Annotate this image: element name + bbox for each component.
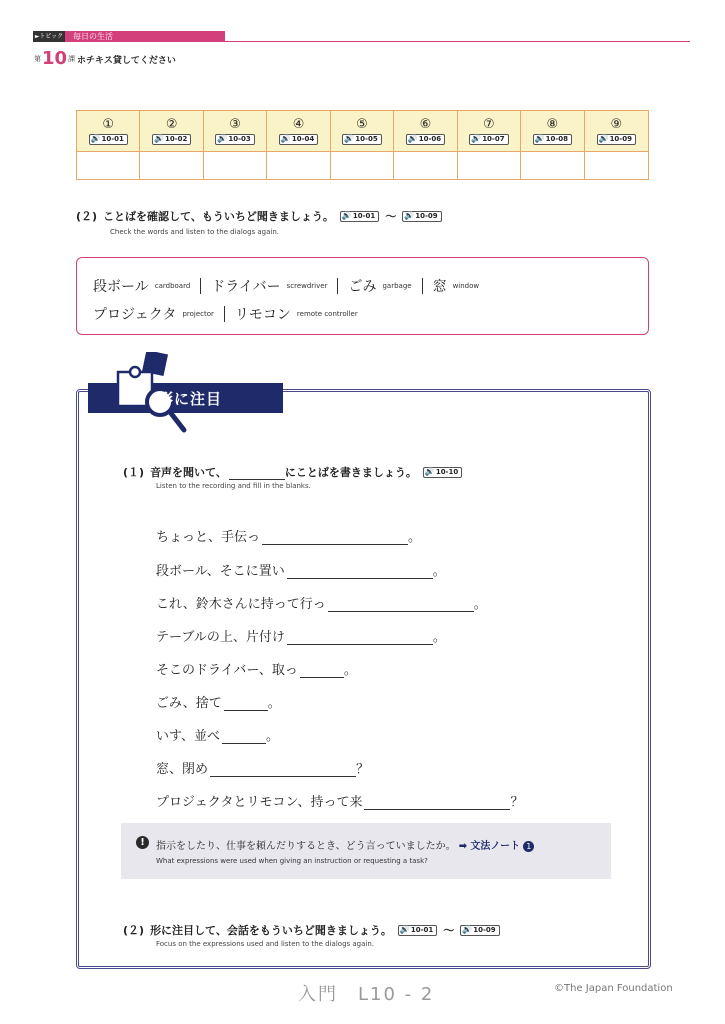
sentence-end: ？ bbox=[510, 795, 524, 810]
speaker-icon: 🔊 bbox=[280, 133, 291, 143]
audio-cell bbox=[204, 111, 267, 179]
sentence-text: ちょっと、手伝っ bbox=[156, 530, 261, 545]
sentence-text: ごみ、捨て bbox=[156, 696, 222, 711]
answer-space[interactable] bbox=[140, 152, 202, 179]
fill-in-sentence bbox=[156, 725, 279, 744]
vocab-english: window bbox=[452, 282, 480, 290]
speaker-icon: 🔊 bbox=[344, 133, 355, 143]
audio-button[interactable] bbox=[398, 925, 437, 936]
track-label: 10-05 bbox=[355, 135, 378, 143]
sentence-text: プロジェクタとリモコン、持って来 bbox=[156, 795, 363, 810]
range-tilde: 〜 bbox=[443, 924, 455, 937]
question-text: 形に注目して、会話をもういちど聞きましょう。 bbox=[150, 924, 392, 937]
speaker-icon: 🔊 bbox=[407, 133, 418, 143]
vocab-english: cardboard bbox=[154, 282, 191, 290]
question-label: (１) bbox=[123, 466, 145, 479]
sentence-text: これ、鈴木さんに持って行っ bbox=[156, 597, 326, 612]
vocab-english: remote controller bbox=[296, 310, 358, 318]
sentence-text: そこのドライバー、取っ bbox=[156, 663, 298, 678]
section-question-1-subtitle: Listen to the recording and fill in the blanks. bbox=[156, 482, 311, 490]
audio-button[interactable] bbox=[152, 134, 191, 145]
sentence-end: 。 bbox=[432, 630, 446, 645]
item-number: ⑦ bbox=[483, 116, 495, 132]
audio-button[interactable] bbox=[342, 134, 381, 145]
sentence-end: 。 bbox=[432, 564, 446, 579]
fill-in-sentence bbox=[156, 791, 523, 810]
vocab-english: projector bbox=[182, 310, 214, 318]
audio-cell bbox=[331, 111, 394, 179]
audio-cell bbox=[521, 111, 584, 179]
vocab-separator bbox=[200, 278, 201, 294]
audio-cell bbox=[585, 111, 648, 179]
audio-button[interactable] bbox=[406, 134, 445, 145]
sentence-end: 。 bbox=[265, 729, 279, 744]
vocab-row bbox=[93, 300, 648, 328]
answer-blank[interactable] bbox=[210, 762, 356, 777]
section-question-1-title bbox=[123, 464, 462, 480]
vocab-word: 窓 bbox=[432, 279, 447, 295]
fill-in-sentence bbox=[156, 692, 281, 711]
vocab-english: screwdriver bbox=[286, 282, 328, 290]
item-number: ⑨ bbox=[610, 116, 623, 132]
speaker-icon: 🔊 bbox=[471, 133, 482, 143]
vocab-word: ドライバー bbox=[211, 279, 281, 295]
item-number: ③ bbox=[229, 116, 241, 132]
track-label: 10-01 bbox=[101, 135, 124, 143]
track-label: 10-09 bbox=[415, 212, 438, 220]
vocab-separator bbox=[337, 278, 338, 294]
fill-in-sentence bbox=[156, 758, 369, 777]
sentence-text: いす、並べ bbox=[156, 729, 220, 744]
answer-blank[interactable] bbox=[364, 795, 510, 810]
footer-level: 入門 L10 - 2 bbox=[298, 984, 435, 1005]
audio-cell bbox=[458, 111, 521, 179]
exclamation-icon: ! bbox=[136, 836, 149, 849]
sentence-end: ？ bbox=[356, 762, 370, 777]
track-label: 10-07 bbox=[482, 135, 505, 143]
vocab-separator bbox=[224, 306, 225, 322]
speaker-icon: 🔊 bbox=[424, 466, 435, 476]
lesson-title: ホチキス貸してください bbox=[77, 56, 176, 66]
audio-cell bbox=[140, 111, 203, 179]
item-number: ④ bbox=[292, 116, 305, 132]
vocab-word: プロジェクタ bbox=[93, 307, 177, 323]
grammar-note-link[interactable]: 文法ノート bbox=[470, 841, 521, 852]
item-number: ⑧ bbox=[546, 116, 559, 132]
speaker-icon: 🔊 bbox=[399, 924, 410, 934]
sentence-text: 窓、閉め bbox=[156, 762, 209, 777]
audio-button[interactable] bbox=[279, 134, 318, 145]
speaker-icon: 🔊 bbox=[404, 210, 415, 220]
answer-blank[interactable] bbox=[222, 729, 266, 744]
audio-button[interactable] bbox=[402, 211, 441, 222]
vocab-row bbox=[93, 272, 648, 300]
lesson-number: 10 bbox=[42, 48, 68, 69]
track-label: 10-06 bbox=[418, 135, 442, 143]
section-question-2-subtitle: Focus on the expressions used and listen to the dialogs again. bbox=[156, 940, 375, 948]
vocab-word: 段ボール bbox=[93, 279, 149, 295]
answer-blank[interactable] bbox=[287, 564, 433, 579]
speaker-icon: 🔊 bbox=[90, 133, 101, 143]
footer-copyright: ©The Japan Foundation bbox=[554, 983, 673, 994]
question-text bbox=[150, 464, 417, 480]
section-title: 形に注目 bbox=[158, 390, 223, 408]
fill-in-sentence bbox=[156, 626, 446, 645]
topic-tag: ►トピック bbox=[34, 33, 64, 40]
vocabulary-box bbox=[76, 257, 649, 335]
vocab-word: リモコン bbox=[234, 307, 291, 323]
example-blank bbox=[229, 465, 285, 480]
fill-in-sentence bbox=[156, 593, 487, 612]
track-label: 10-08 bbox=[545, 135, 569, 143]
vocab-separator bbox=[422, 278, 423, 294]
answer-space[interactable] bbox=[204, 152, 266, 179]
answer-blank[interactable] bbox=[287, 630, 433, 645]
track-label: 10-02 bbox=[164, 135, 188, 143]
audio-cell bbox=[394, 111, 457, 179]
hint-text bbox=[156, 837, 534, 852]
sentence-end: 。 bbox=[267, 696, 281, 711]
track-label: 10-10 bbox=[435, 468, 459, 476]
track-label: 10-01 bbox=[410, 926, 434, 934]
lesson-suffix: 課 bbox=[68, 55, 76, 63]
sentence-text: テーブルの上、片付け bbox=[156, 630, 285, 645]
item-number: ⑤ bbox=[356, 116, 368, 132]
answer-space[interactable] bbox=[521, 152, 583, 179]
track-label: 10-04 bbox=[291, 135, 315, 143]
vocab-english: garbage bbox=[382, 282, 412, 290]
arrow-right-icon: ➡ bbox=[458, 841, 468, 852]
audio-button[interactable] bbox=[340, 211, 379, 222]
question-label: (２) bbox=[76, 210, 98, 223]
audio-cell bbox=[77, 111, 140, 179]
item-number: ⑥ bbox=[419, 116, 432, 132]
track-label: 10-09 bbox=[609, 135, 632, 143]
speaker-icon: 🔊 bbox=[598, 133, 609, 143]
answer-blank[interactable] bbox=[224, 696, 268, 711]
audio-button[interactable] bbox=[533, 134, 572, 145]
track-label: 10-01 bbox=[352, 212, 376, 220]
audio-answer-table bbox=[76, 110, 649, 180]
answer-blank[interactable] bbox=[300, 663, 344, 678]
audio-button[interactable] bbox=[469, 134, 508, 145]
audio-button[interactable] bbox=[89, 134, 128, 145]
audio-button[interactable] bbox=[460, 925, 499, 936]
answer-space[interactable] bbox=[394, 152, 456, 179]
speaker-icon: 🔊 bbox=[462, 924, 473, 934]
item-number: ① bbox=[102, 116, 115, 132]
section-question-2-title bbox=[123, 922, 500, 938]
answer-space[interactable] bbox=[267, 152, 329, 179]
question-text-before: 音声を聞いて、 bbox=[150, 466, 227, 479]
question-text-after: にことばを書きましょう。 bbox=[284, 466, 417, 479]
track-label: 10-09 bbox=[473, 926, 496, 934]
answer-space[interactable] bbox=[331, 152, 393, 179]
answer-space[interactable] bbox=[77, 152, 139, 179]
answer-blank[interactable] bbox=[328, 597, 474, 612]
range-tilde: 〜 bbox=[385, 210, 397, 223]
fill-in-sentence bbox=[156, 560, 446, 579]
grammar-note-number[interactable]: 1 bbox=[523, 841, 534, 852]
speaker-icon: 🔊 bbox=[341, 210, 352, 220]
audio-button[interactable] bbox=[215, 134, 254, 145]
audio-button[interactable] bbox=[423, 467, 462, 478]
header-divider bbox=[225, 41, 690, 42]
question-label: (２) bbox=[123, 924, 145, 937]
speaker-icon: 🔊 bbox=[153, 133, 164, 143]
sentence-end: 。 bbox=[408, 530, 422, 545]
lesson-badge bbox=[34, 50, 75, 68]
lesson-prefix: 第 bbox=[34, 55, 41, 63]
answer-blank[interactable] bbox=[262, 530, 408, 545]
vocab-word: ごみ bbox=[348, 279, 377, 295]
track-label: 10-03 bbox=[228, 135, 251, 143]
audio-cell bbox=[267, 111, 330, 179]
question-2-title bbox=[76, 208, 442, 224]
fill-in-sentence bbox=[156, 526, 421, 545]
sentence-end: 。 bbox=[343, 663, 357, 678]
topic-name: 毎日の生活 bbox=[65, 31, 225, 42]
question-text: ことばを確認して、もういちど聞きましょう。 bbox=[103, 210, 334, 223]
answer-space[interactable] bbox=[458, 152, 520, 179]
question-2-subtitle: Check the words and listen to the dialogs again. bbox=[110, 228, 280, 236]
sentence-text: 段ボール、そこに置い bbox=[156, 564, 285, 579]
sentence-end: 。 bbox=[473, 597, 487, 612]
item-number: ② bbox=[165, 116, 178, 132]
hint-english: What expressions were used when giving an instruction or requesting a task? bbox=[156, 857, 428, 865]
speaker-icon: 🔊 bbox=[217, 133, 228, 143]
audio-button[interactable] bbox=[597, 134, 636, 145]
answer-space[interactable] bbox=[585, 152, 648, 179]
hint-question: 指示をしたり、仕事を頼んだりするとき、どう言っていましたか。 bbox=[156, 841, 456, 852]
fill-in-sentence bbox=[156, 659, 357, 678]
speaker-icon: 🔊 bbox=[534, 133, 545, 143]
